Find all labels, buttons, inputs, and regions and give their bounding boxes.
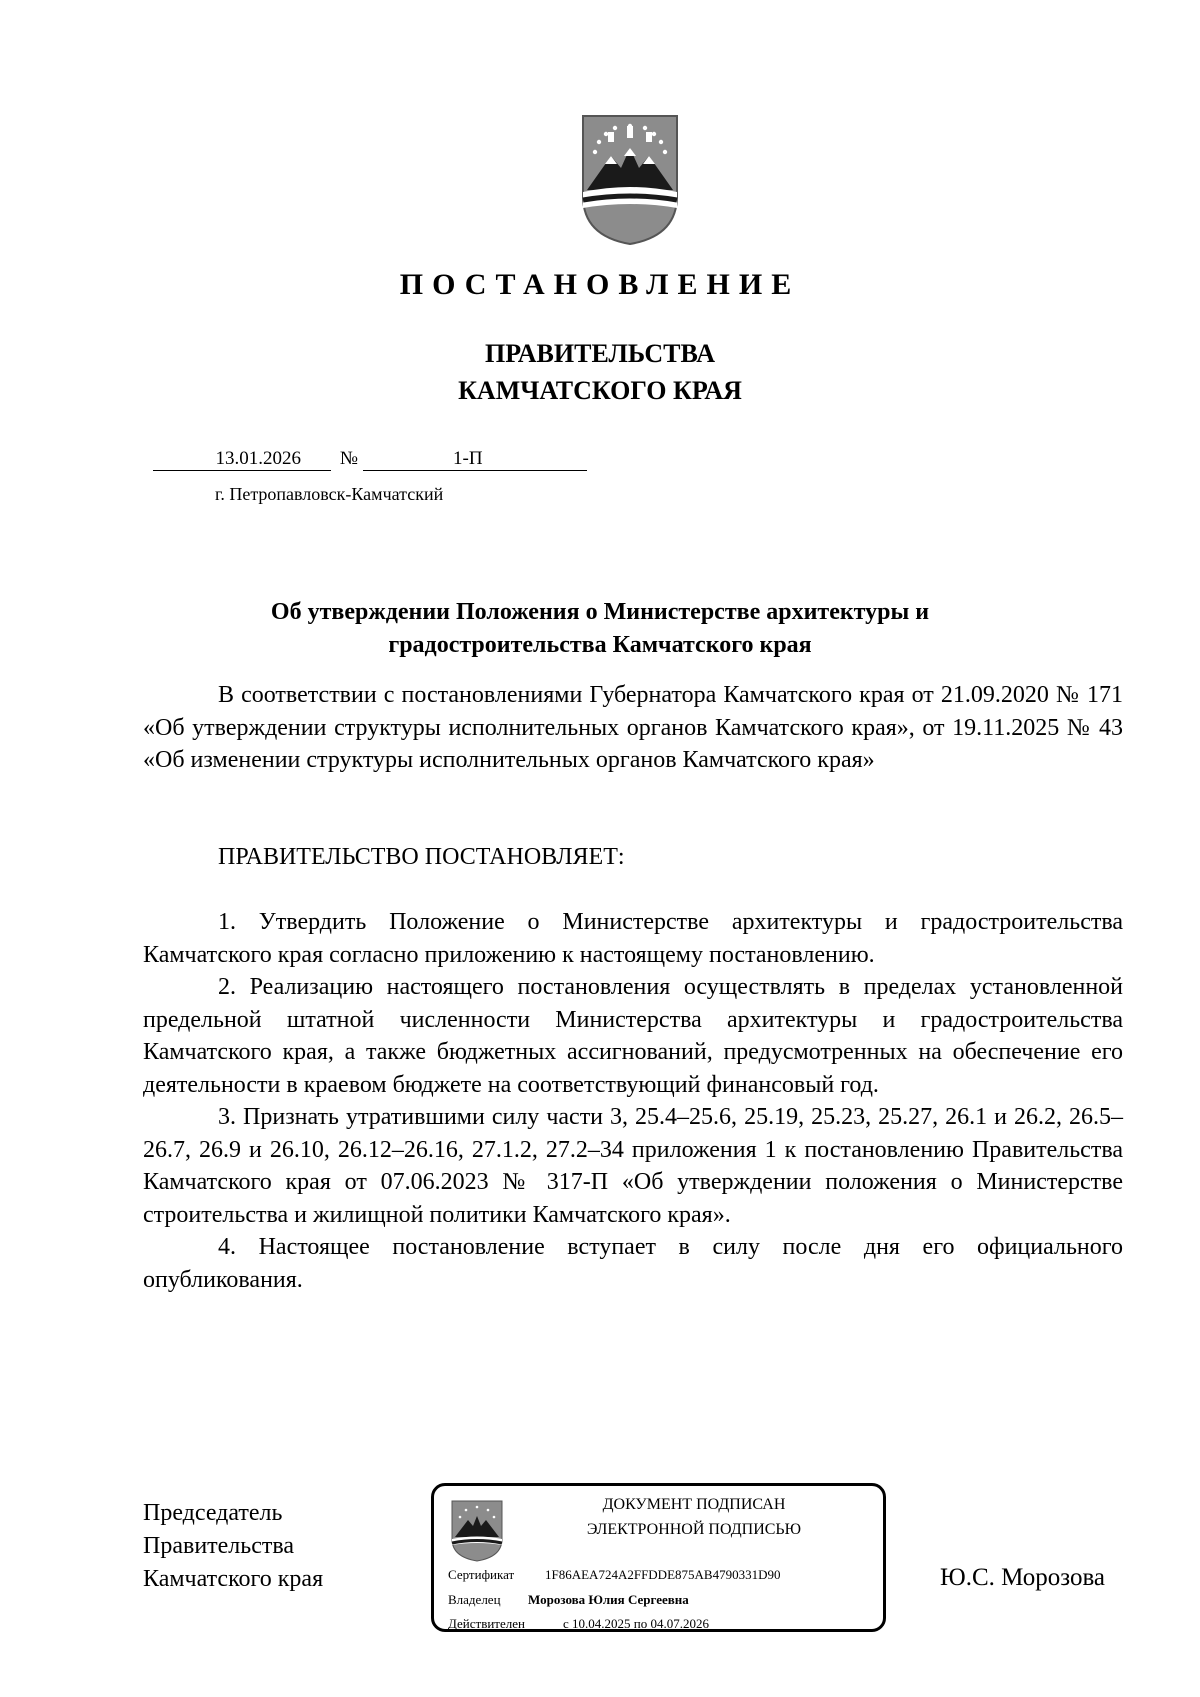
document-date: 13.01.2026 bbox=[215, 448, 301, 469]
certificate-value: 1F86AEA724A2FFDDE875AB4790331D90 bbox=[545, 1567, 781, 1582]
electronic-signature-stamp bbox=[431, 1483, 886, 1632]
decree-statement: ПРАВИТЕЛЬСТВО ПОСТАНОВЛЯЕТ: bbox=[218, 844, 625, 870]
position-line-3: Камчатского края bbox=[143, 1566, 324, 1592]
authority-line-1: ПРАВИТЕЛЬСТВА bbox=[485, 339, 715, 368]
issue-city: г. Петропавловск-Камчатский bbox=[215, 484, 444, 504]
stamp-owner-row bbox=[448, 1592, 689, 1608]
preamble bbox=[143, 679, 1123, 777]
subject-line-2: градостроительства Камчатского края bbox=[388, 632, 812, 658]
stamp-title-line-1: ДОКУМЕНТ ПОДПИСАН bbox=[602, 1496, 786, 1513]
issuing-authority bbox=[0, 335, 1200, 409]
validity-value: с 10.04.2025 по 04.07.2026 bbox=[563, 1616, 709, 1631]
certificate-label: Сертификат bbox=[448, 1567, 515, 1582]
position-line-2: Правительства bbox=[143, 1533, 295, 1559]
position-line-1: Председатель bbox=[143, 1500, 283, 1526]
validity-label: Действителен bbox=[448, 1616, 525, 1631]
decree-item-3: 3. Признать утратившими силу части 3, 25.4–25.6, 25.19, 25.23, 25.27, 26.1 и 26.2, 26.5–26.7, 26.9 и 26.10, 26.12–26.16, 27.1.2, 27.2–34 приложения 1 к постановлению Правительства Камчатского края от 07.06.2023 № 317-П «Об утверждении положения о Министерстве строительства и жилищной политики Камчатского края». bbox=[143, 1104, 1123, 1228]
document-number-field bbox=[363, 448, 587, 471]
stamp-certificate-row bbox=[448, 1567, 780, 1583]
document-number: 1-П bbox=[453, 448, 483, 469]
document-date-field bbox=[153, 448, 331, 471]
subject-line-1: Об утверждении Положения о Министерстве архитектуры и bbox=[270, 599, 930, 625]
number-sign: № bbox=[339, 448, 359, 469]
signatory-position bbox=[143, 1497, 323, 1596]
owner-label: Владелец bbox=[448, 1592, 501, 1607]
document-subject bbox=[0, 596, 1200, 662]
stamp-title-line-2: ЭЛЕКТРОННОЙ ПОДПИСЬЮ bbox=[586, 1521, 802, 1538]
decree-items bbox=[143, 906, 1123, 1296]
owner-value: Морозова Юлия Сергеевна bbox=[528, 1592, 689, 1607]
coat-of-arms-emblem bbox=[575, 108, 685, 248]
signer-name: Ю.С. Морозова bbox=[940, 1564, 1106, 1591]
decree-item-4: 4. Настоящее постановление вступает в силу после дня его официального опубликования. bbox=[143, 1234, 1123, 1293]
authority-line-2: КАМЧАТСКОГО КРАЯ bbox=[458, 376, 742, 405]
decree-item-2: 2. Реализацию настоящего постановления осуществлять в пределах установленной предельной штатной численности Министерства архитектуры и градостроительства Камчатского края, а также бюджетных ассигнований, предусмотренных на обеспечение его деятельности в краевом бюджете на соответствующий финансовый год. bbox=[143, 974, 1123, 1098]
decree-item-1: 1. Утвердить Положение о Министерстве архитектуры и градостроительства Камчатского края согласно приложению к настоящему постановлению. bbox=[143, 909, 1123, 968]
preamble-text: В соответствии с постановлениями Губернатора Камчатского края от 21.09.2020 № 171 «Об утверждении структуры исполнительных органов Камчатского края», от 19.11.2025 № 43 «Об изменении структуры исполнительных органов Камчатского края» bbox=[143, 682, 1123, 773]
stamp-validity-row bbox=[448, 1616, 709, 1632]
stamp-emblem-icon bbox=[448, 1497, 506, 1563]
document-type-title: ПОСТАНОВЛЕНИЕ bbox=[399, 268, 801, 301]
